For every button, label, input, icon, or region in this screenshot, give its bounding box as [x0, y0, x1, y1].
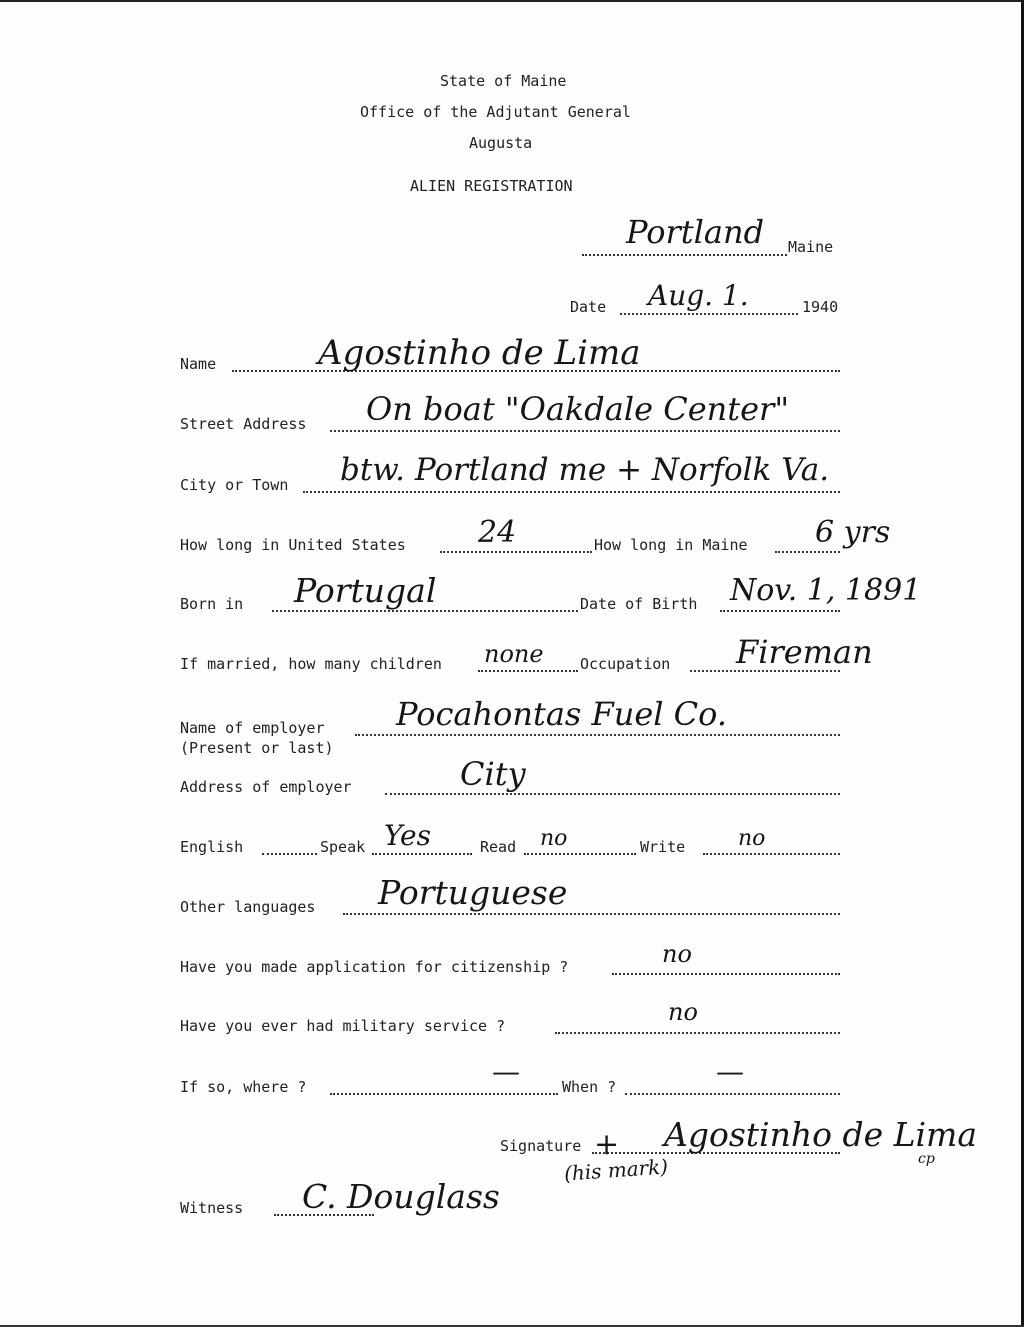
occupation-label: Occupation	[580, 655, 671, 673]
citizenship-dots	[612, 973, 840, 975]
english-write-value: no	[738, 826, 766, 851]
city-value: btw. Portland me + Norfolk Va.	[340, 452, 830, 488]
if-so-where-value: —	[492, 1055, 520, 1088]
children-label: If married, how many children	[180, 655, 442, 673]
born-in-dots	[272, 610, 578, 612]
children-dots	[478, 670, 578, 672]
english-read-value: no	[540, 826, 568, 851]
citizenship-label: Have you made application for citizenship ?	[180, 958, 569, 976]
english-write-dots	[703, 853, 840, 855]
date-dots	[620, 313, 798, 315]
if-so-where-dots	[330, 1093, 558, 1095]
dob-value: Nov. 1, 1891	[730, 573, 922, 608]
date-year: 1940	[802, 298, 839, 316]
employer-name-label: Name of employer	[180, 719, 325, 737]
witness-label: Witness	[180, 1199, 244, 1217]
how-long-maine-label: How long in Maine	[594, 536, 748, 554]
other-languages-dots	[343, 913, 840, 915]
english-label: English	[180, 838, 244, 856]
military-label: Have you ever had military service ?	[180, 1017, 506, 1035]
english-dots	[262, 853, 317, 855]
name-label: Name	[180, 355, 217, 373]
scan-edge-top	[0, 0, 1024, 2]
when-value: —	[716, 1055, 744, 1088]
english-read-label: Read	[480, 838, 517, 856]
how-long-maine-dots	[775, 551, 840, 553]
place-value: Portland	[626, 213, 765, 251]
when-dots	[625, 1093, 840, 1095]
english-speak-label: Speak	[320, 838, 366, 856]
born-in-value: Portugal	[294, 571, 437, 610]
city-dots	[303, 491, 840, 493]
military-dots	[555, 1032, 840, 1034]
how-long-us-label: How long in United States	[180, 536, 406, 554]
name-value: Agostinho de Lima	[318, 333, 641, 373]
street-address-dots	[330, 430, 840, 432]
signature-mark: +	[594, 1127, 620, 1162]
signature-value: Agostinho de Lima	[664, 1115, 978, 1154]
date-value: Aug. 1.	[648, 279, 749, 312]
if-so-label: If so, where ?	[180, 1078, 307, 1096]
employer-name-dots	[355, 734, 840, 736]
form-title: ALIEN REGISTRATION	[410, 177, 573, 195]
employer-name-value: Pocahontas Fuel Co.	[396, 695, 728, 733]
employer-address-value: City	[460, 755, 526, 793]
witness-value: C. Douglass	[302, 1177, 500, 1216]
signature-label: Signature	[500, 1137, 582, 1155]
english-speak-dots	[372, 853, 472, 855]
header-office: Office of the Adjutant General	[360, 103, 631, 121]
place-suffix: Maine	[788, 238, 834, 256]
header-state: State of Maine	[440, 72, 567, 90]
employer-name-sublabel: (Present or last)	[180, 739, 334, 757]
signature-mark-note: (his mark)	[563, 1154, 669, 1186]
english-read-dots	[524, 853, 636, 855]
street-address-value: On boat "Oakdale Center"	[366, 390, 790, 428]
when-label: When ?	[562, 1078, 617, 1096]
header-city: Augusta	[469, 134, 533, 152]
citizenship-value: no	[662, 940, 692, 968]
english-write-label: Write	[640, 838, 686, 856]
how-long-us-value: 24	[478, 515, 517, 550]
dob-label: Date of Birth	[580, 595, 698, 613]
other-languages-value: Portuguese	[378, 873, 568, 912]
children-value: none	[484, 640, 544, 668]
other-languages-label: Other languages	[180, 898, 316, 916]
place-dots	[582, 254, 787, 256]
street-address-label: Street Address	[180, 415, 307, 433]
born-in-label: Born in	[180, 595, 244, 613]
english-speak-value: Yes	[384, 819, 431, 852]
signature-initials: cp	[918, 1151, 935, 1167]
military-value: no	[668, 998, 698, 1026]
dob-dots	[720, 610, 840, 612]
occupation-value: Fireman	[736, 633, 873, 671]
employer-address-label: Address of employer	[180, 778, 352, 796]
how-long-us-dots	[440, 551, 592, 553]
date-label: Date	[570, 298, 607, 316]
employer-address-dots	[385, 793, 840, 795]
city-label: City or Town	[180, 476, 289, 494]
how-long-maine-value: 6 yrs	[815, 515, 891, 550]
